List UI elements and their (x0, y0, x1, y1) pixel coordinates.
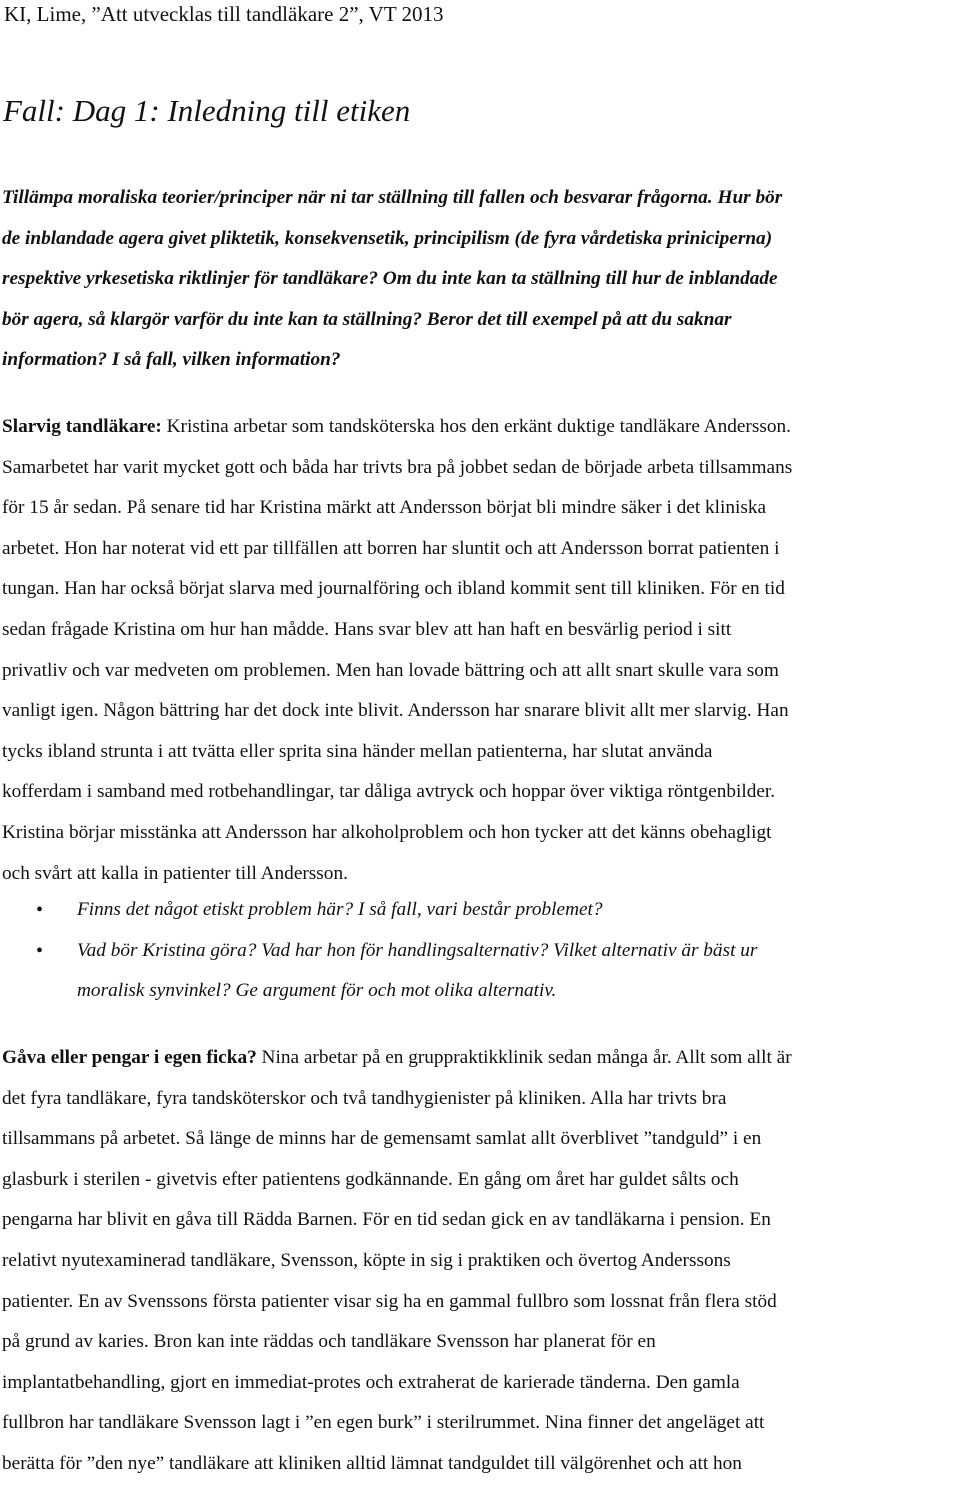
instructions-paragraph (2, 178, 954, 381)
case-line: kofferdam i samband med rotbehandlingar, tar dåliga avtryck och hoppar över viktiga röntgenbilder. (2, 781, 776, 803)
question-line: Finns det något etiskt problem här? I så fall, vari består problemet? (77, 899, 603, 920)
case-line: och svårt att kalla in patienter till Andersson. (2, 862, 348, 884)
case-line: på grund av karies. Bron kan inte räddas och tandläkare Svensson har planerat för en (2, 1331, 656, 1353)
case-line: vanligt igen. Någon bättring har det dock inte blivit. Andersson har snarare blivit allt mer slarvig. Han (2, 700, 789, 722)
case-first-line (2, 407, 954, 448)
instructions-line: respektive yrkesetiska riktlinjer för tandläkare? Om du inte kan ta ställning till hur de inblandade (2, 268, 778, 290)
case-gava-eller-pengar (2, 1038, 954, 1485)
instructions-line: de inblandade agera givet pliktetik, konsekvensetik, principilism (de fyra vårdetiska priniciperna) (2, 227, 773, 249)
instructions-line: Tillämpa moraliska teorier/principer när ni tar ställning till fallen och besvarar frågorna. Hur bör (2, 187, 783, 208)
case-line: tycks ibland strunta i att tvätta eller sprita sina händer mellan patienterna, har slutat använda (2, 740, 713, 762)
bullet-icon: • (36, 939, 44, 962)
case-line: tillsammans på arbetet. Så länge de minns har de gemensamt samlat allt överblivet ”tandguld” i en (2, 1128, 762, 1150)
case-line: pengarna har blivit en gåva till Rädda Barnen. För en tid sedan gick en av tandläkarna i pension. En (2, 1209, 771, 1231)
case-line: sedan frågade Kristina om hur han mådde. Hans svar blev att han haft en besvärlig period i sitt (2, 618, 732, 640)
instructions-line: information? I så fall, vilken information? (2, 349, 341, 371)
case-line: implantatbehandling, gjort en immediat-protes och extraherat de karierade tänderna. Den gamla (2, 1371, 740, 1393)
case-heading: Slarvig tandläkare: (2, 416, 162, 437)
case-line: privatliv och var medveten om problemen. Men han lovade bättring och att allt snart skulle vara som (2, 659, 779, 681)
case-line: berätta för ”den nye” tandläkare att kliniken alltid lämnat tandguldet till välgörenhet och att hon (2, 1452, 742, 1474)
case-first-line (2, 1038, 954, 1079)
case-line: arbetet. Hon har noterat vid ett par tillfällen att borren har sluntit och att Andersson borrat patienten i (2, 537, 780, 559)
case-line: Samarbetet har varit mycket gott och båda har trivts bra på jobbet sedan de började arbeta tillsammans (2, 456, 793, 478)
case-line: för 15 år sedan. På senare tid har Kristina märkt att Andersson börjat bli mindre säker i det kliniska (2, 497, 767, 519)
bullet-icon: • (36, 899, 44, 921)
question-list (0, 890, 950, 1012)
case-text: Kristina arbetar som tandsköterska hos den erkänt duktige tandläkare Andersson. (161, 416, 791, 437)
case-line: Kristina börjar misstänka att Andersson har alkoholproblem och hon tycker att det känns obehagligt (2, 821, 772, 843)
case-line: patienter. En av Svenssons första patienter visar sig ha en gammal fullbro som lossnat från flera stöd (2, 1290, 777, 1312)
document-header: KI, Lime, ”Att utvecklas till tandläkare 2”, VT 2013 (4, 2, 444, 26)
case-line: glasburk i sterilen - givetvis efter patientens godkännande. En gång om året har guldet sålts och (2, 1168, 739, 1190)
case-line: det fyra tandläkare, fyra tandsköterskor och två tandhygienister på kliniken. Alla har trivts bra (2, 1087, 727, 1109)
case-slarvig-tandlakare (2, 407, 954, 894)
case-line: tungan. Han har också börjat slarva med journalföring och ibland kommit sent till kliniken. För en tid (2, 578, 785, 600)
case-line: fullbron har tandläkare Svensson lagt i ”en egen burk” i sterilrummet. Nina finner det angeläget att (2, 1412, 765, 1434)
page-title: Fall: Dag 1: Inledning till etiken (3, 93, 411, 128)
question-line: Vad bör Kristina göra? Vad har hon för handlingsalternativ? Vilket alternativ är bäst ur (77, 939, 758, 961)
question-item (0, 931, 950, 1012)
question-line: moralisk synvinkel? Ge argument för och mot olika alternativ. (77, 980, 557, 1002)
case-text: Nina arbetar på en gruppraktikklinik sedan många år. Allt som allt är (256, 1047, 792, 1068)
case-line: relativt nyutexaminerad tandläkare, Svensson, köpte in sig i praktiken och övertog Anderssons (2, 1249, 731, 1271)
case-heading: Gåva eller pengar i egen ficka? (2, 1047, 257, 1068)
instructions-line: bör agera, så klargör varför du inte kan ta ställning? Beror det till exempel på att du saknar (2, 308, 732, 330)
question-item (0, 890, 950, 931)
